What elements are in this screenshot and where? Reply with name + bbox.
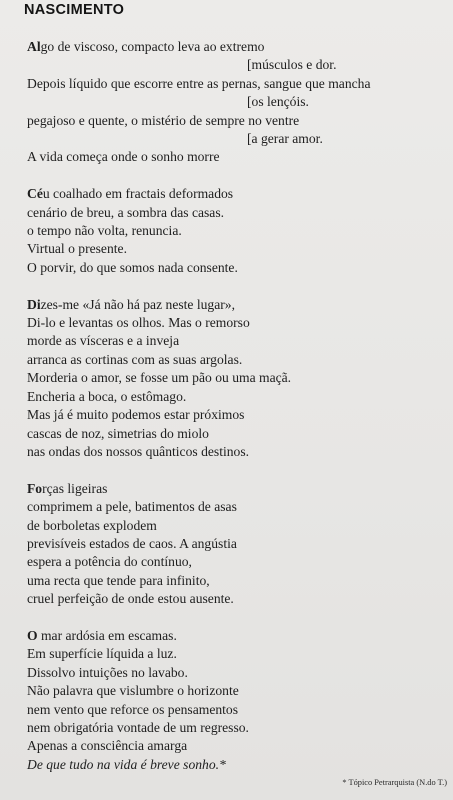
line-text: Di-lo e levantas os olhos. Mas o remorso [27, 315, 250, 331]
poem-line [27, 130, 447, 148]
poem-line [27, 332, 447, 350]
line-text: o tempo não volta, renuncia. [27, 223, 182, 239]
line-text: nem obrigatória vontade de um regresso. [27, 719, 249, 735]
poem-line [27, 572, 447, 590]
line-text: rças ligeiras [42, 480, 108, 496]
poem-line [27, 75, 447, 93]
line-text: uma recta que tende para infinito, [27, 572, 210, 588]
line-text: cascas de noz, simetrias do miolo [27, 425, 209, 441]
poem-line [27, 425, 447, 443]
poem-line [27, 351, 447, 369]
line-text: Não palavra que vislumbre o horizonte [27, 683, 239, 699]
line-text: A vida começa onde o sonho morre [27, 149, 220, 165]
stanza [27, 185, 447, 277]
line-text: Depois líquido que escorre entre as pernas, sangue que mancha [27, 75, 371, 91]
poem-line [27, 590, 447, 608]
line-text: Dissolvo intuições no lavabo. [27, 664, 188, 680]
poem-line [27, 645, 447, 663]
poem-line [27, 240, 447, 258]
line-text: previsíveis estados de caos. A angústia [27, 535, 237, 551]
stanza [27, 480, 447, 609]
poem-line [27, 443, 447, 461]
line-text: go de viscoso, compacto leva ao extremo [40, 39, 265, 54]
poem-line [27, 701, 447, 719]
poem-line [27, 296, 447, 314]
poem-line [27, 553, 447, 571]
line-text: mar ardósia em escamas. [37, 627, 177, 643]
poem-line [27, 737, 447, 755]
line-text: pegajoso e quente, o mistério de sempre no ventre [27, 112, 300, 128]
line-text: [a gerar amor. [247, 131, 323, 147]
line-text: Em superfície líquida a luz. [27, 646, 177, 662]
line-text: [músculos e dor. [247, 57, 337, 73]
stanza [27, 627, 447, 774]
line-text: Virtual o presente. [27, 241, 127, 257]
line-text: De que tudo na vida é breve sonho.* [27, 756, 226, 772]
poem-line [27, 664, 447, 682]
line-text: u coalhado em fractais deformados [42, 186, 234, 202]
poem-line [27, 222, 447, 240]
line-text: zes-me «Já não há paz neste lugar», [40, 296, 235, 312]
line-text: cruel perfeição de onde estou ausente. [27, 591, 234, 607]
line-text: morde as vísceras e a inveja [27, 333, 180, 349]
stanza-initial: O [27, 627, 38, 643]
stanza [27, 296, 447, 462]
line-text: de borboletas explodem [27, 517, 157, 533]
line-text: Mas já é muito podemos estar próximos [27, 407, 245, 423]
stanza-initial: Fo [27, 480, 43, 496]
poem-line [27, 406, 447, 424]
line-text: [os lençóis. [247, 94, 309, 110]
line-text: nas ondas dos nossos quânticos destinos. [27, 443, 250, 459]
line-text: O porvir, do que somos nada consente. [27, 259, 238, 275]
poem-line [27, 719, 447, 737]
line-text: espera a potência do contínuo, [27, 554, 192, 570]
poem-line [27, 112, 447, 130]
poem-line [27, 259, 447, 277]
poem-line [27, 535, 447, 553]
poem-line [27, 369, 447, 387]
line-text: comprimem a pele, batimentos de asas [27, 499, 237, 515]
line-text: cenário de breu, a sombra das casas. [27, 204, 225, 220]
line-text: Morderia o amor, se fosse um pão ou uma maçã. [27, 370, 292, 386]
poem-line [27, 204, 447, 222]
stanza-initial: Cé [27, 186, 43, 202]
stanza-initial: Di [27, 296, 41, 312]
poem-title: NASCIMENTO [24, 2, 125, 18]
stanza [27, 38, 447, 167]
poem-line [27, 38, 447, 56]
poem-line [27, 314, 447, 332]
poem-line [27, 185, 447, 203]
poem-line [27, 498, 447, 516]
stanza-initial: Al [27, 39, 41, 54]
line-text: arranca as cortinas com as suas argolas. [27, 351, 243, 367]
poem-line [27, 388, 447, 406]
footnote: * Tópico Petrarquista (N.do T.) [342, 778, 447, 787]
poem-line [27, 627, 447, 645]
poem-line [27, 756, 447, 774]
line-text: nem vento que reforce os pensamentos [27, 701, 239, 717]
poem-line [27, 480, 447, 498]
line-text: Apenas a consciência amarga [27, 738, 188, 754]
poem-line [27, 682, 447, 700]
poem-line [27, 148, 447, 166]
poem-line [27, 56, 447, 74]
poem-line [27, 517, 447, 535]
poem-line [27, 93, 447, 111]
poem-body [27, 38, 447, 793]
line-text: Encheria a boca, o estômago. [27, 388, 187, 404]
